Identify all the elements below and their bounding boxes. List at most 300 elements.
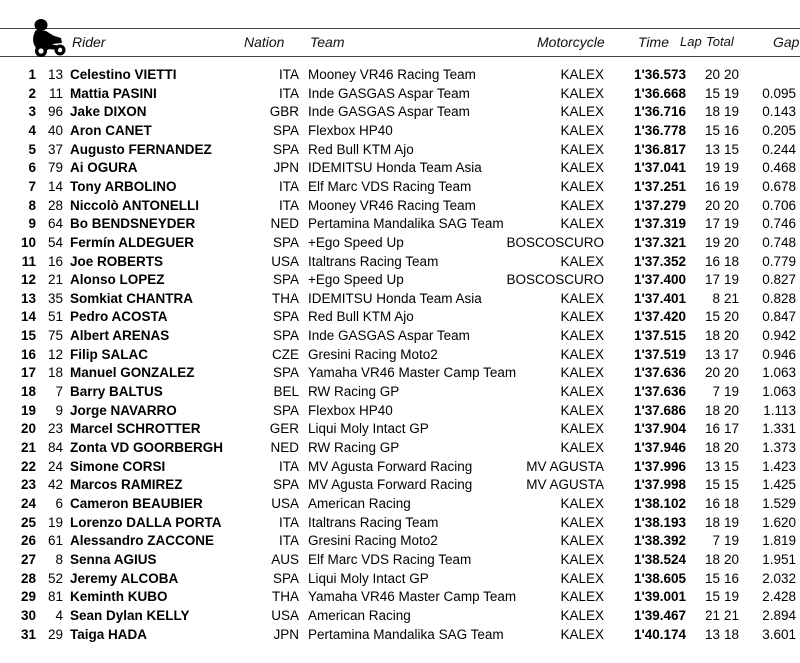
rider-name: Somkiat CHANTRA [70,290,194,306]
table-row [0,364,800,383]
table-row [0,402,800,421]
header-rider: Rider [72,34,106,50]
team-name: Inde GASGAS Aspar Team [308,328,470,344]
motorcycle: KALEX [560,440,604,455]
table-row [0,178,800,197]
rider-number: 29 [47,626,63,642]
team-name: Elf Marc VDS Racing Team [308,178,472,194]
table-row [0,141,800,160]
nation: CZE [272,346,299,362]
best-lap: 18 [704,104,720,120]
motorcycle: KALEX [560,328,604,344]
position: 7 [28,178,36,194]
position: 29 [20,589,36,605]
total-laps: 19 [723,589,739,605]
nation: SPA [272,570,299,586]
motorcycle: KALEX [560,514,604,530]
total-laps: 19 [723,272,739,288]
best-lap: 20 [704,67,720,82]
motorcycle: KALEX [560,570,604,586]
lap-time: 1'36.817 [633,141,686,157]
gap: 0.779 [762,253,796,269]
team-name: Gresini Racing Moto2 [308,533,438,549]
best-lap: 13 [704,346,720,362]
team-name: MV Agusta Forward Racing [308,477,473,493]
nation: ITA [279,533,299,549]
team-name: Pertamina Mandalika SAG Team [308,626,504,642]
team-name: Red Bull KTM Ajo [308,141,414,157]
motorcycle: MV AGUSTA [526,477,604,493]
nation: SPA [272,328,299,344]
total-laps: 18 [723,253,739,269]
rider-name: Keminth KUBO [70,589,168,605]
rider-number: 84 [47,440,63,455]
lap-time: 1'37.352 [633,253,686,269]
gap: 0.143 [762,104,796,120]
best-lap: 7 [712,384,720,400]
lap-time: 1'39.001 [633,589,686,605]
total-laps: 20 [723,402,739,418]
total-laps: 17 [723,346,739,362]
lap-time: 1'37.519 [633,346,686,362]
table-row [0,495,800,514]
rider-name: Marcel SCHROTTER [70,421,201,437]
lap-time: 1'37.686 [633,402,686,418]
best-lap: 20 [704,365,720,381]
best-lap: 15 [704,122,720,138]
gap: 1.425 [762,477,796,493]
position: 8 [28,197,36,213]
lap-time: 1'39.467 [633,607,686,623]
rider-number: 14 [47,178,63,194]
gap: 0.828 [762,290,796,306]
team-name: +Ego Speed Up [308,272,404,288]
lap-time: 1'38.392 [633,533,686,549]
best-lap: 18 [704,514,720,530]
best-lap: 18 [704,328,720,344]
gap: 2.032 [762,570,796,586]
best-lap: 21 [704,607,720,623]
motorcycle: KALEX [560,104,604,120]
rider-number: 54 [47,234,63,250]
nation: SPA [272,122,299,138]
total-laps: 20 [723,234,739,250]
total-laps: 20 [723,551,739,567]
table-row [0,588,800,607]
rider-name: Jake DIXON [70,104,147,120]
team-name: Yamaha VR46 Master Camp Team [308,589,517,605]
rider-number: 51 [47,309,63,325]
rider-number: 28 [47,197,63,213]
position: 14 [20,309,36,325]
gap: 1.063 [762,384,796,400]
motorcycle: BOSCOSCURO [506,272,604,288]
total-laps: 20 [723,440,739,455]
nation: SPA [272,477,299,493]
total-laps: 20 [723,328,739,344]
header-total: Total [706,34,734,49]
table-row [0,122,800,141]
best-lap: 8 [712,290,720,306]
rider-name: Alessandro ZACCONE [70,533,215,549]
header-nation: Nation [244,34,285,50]
rider-number: 21 [47,272,63,288]
table-row [0,215,800,234]
motorcycle: KALEX [560,67,604,82]
best-lap: 13 [704,141,720,157]
nation: USA [271,607,299,623]
gap: 1.423 [762,458,796,474]
rider-number: 96 [47,104,63,120]
rider-number: 13 [47,67,63,82]
gap: 1.373 [762,440,796,455]
total-laps: 15 [723,458,739,474]
motorcycle: KALEX [560,421,604,437]
rider-name: Jorge NAVARRO [70,402,177,418]
best-lap: 16 [704,178,720,194]
best-lap: 17 [704,272,720,288]
gap: 0.847 [762,309,796,325]
total-laps: 15 [723,477,739,493]
table-row [0,234,800,253]
rider-name: Barry BALTUS [70,384,163,400]
team-name: Liqui Moly Intact GP [308,421,429,437]
rider-name: Aron CANET [70,122,152,138]
motorcycle: KALEX [560,122,604,138]
team-name: Gresini Racing Moto2 [308,346,438,362]
rider-name: Fermín ALDEGUER [70,234,195,250]
gap: 0.748 [762,234,796,250]
lap-time: 1'37.946 [633,440,686,455]
position: 30 [20,607,36,623]
motorcycle: KALEX [560,346,604,362]
gap: 0.746 [762,216,796,232]
nation: ITA [279,67,299,82]
team-name: IDEMITSU Honda Team Asia [308,290,482,306]
total-laps: 19 [723,178,739,194]
table-row [0,197,800,216]
table-row [0,103,800,122]
nation: AUS [271,551,299,567]
gap: 0.946 [762,346,796,362]
table-row [0,85,800,104]
rider-name: Sean Dylan KELLY [70,607,190,623]
best-lap: 16 [704,253,720,269]
motorcycle: BOSCOSCURO [506,234,604,250]
position: 23 [20,477,36,493]
team-name: Liqui Moly Intact GP [308,570,429,586]
total-laps: 16 [723,122,739,138]
gap: 0.678 [762,178,796,194]
total-laps: 20 [723,365,739,381]
gap: 0.706 [762,197,796,213]
gap: 1.113 [763,402,796,418]
position: 19 [20,402,36,418]
team-name: RW Racing GP [308,384,400,400]
table-row [0,476,800,495]
table-row [0,253,800,272]
position: 24 [20,495,36,511]
position: 11 [21,253,36,269]
table-row [0,159,800,178]
lap-time: 1'37.041 [633,160,686,176]
rider-number: 37 [47,141,63,157]
rider-name: Manuel GONZALEZ [70,365,195,381]
position: 2 [28,85,36,101]
best-lap: 17 [704,216,720,232]
gap: 0.827 [762,272,796,288]
nation: ITA [279,85,299,101]
best-lap: 15 [704,309,720,325]
rider-name: Ai OGURA [70,160,138,176]
position: 1 [28,67,36,82]
gap: 1.529 [762,495,796,511]
motorcycle: KALEX [560,495,604,511]
rider-name: Celestino VIETTI [70,67,177,82]
rider-name: Mattia PASINI [70,85,157,101]
rider-name: Taiga HADA [70,626,148,642]
rider-name: Marcos RAMIREZ [70,477,183,493]
team-name: RW Racing GP [308,440,400,455]
lap-time: 1'36.716 [633,104,686,120]
table-row [0,570,800,589]
lap-time: 1'37.251 [633,178,686,194]
team-name: American Racing [308,495,411,511]
lap-time: 1'37.319 [633,216,686,232]
rider-number: 40 [47,122,63,138]
total-laps: 19 [723,514,739,530]
total-laps: 19 [723,104,739,120]
rider-name: Augusto FERNANDEZ [70,141,212,157]
rider-number: 42 [47,477,63,493]
best-lap: 20 [704,197,720,213]
best-lap: 15 [704,85,720,101]
motorcycle: KALEX [560,551,604,567]
motorcycle: KALEX [560,197,604,213]
table-row [0,551,800,570]
rider-name: Bo BENDSNEYDER [70,216,196,232]
table-row [0,327,800,346]
table-row [0,626,800,645]
nation: ITA [279,197,299,213]
best-lap: 19 [704,234,720,250]
total-laps: 16 [723,570,739,586]
team-name: Inde GASGAS Aspar Team [308,85,470,101]
nation: THA [272,290,299,306]
nation: JPN [273,626,299,642]
motorcycle: KALEX [560,607,604,623]
motorcycle: KALEX [560,216,604,232]
header-gap: Gap [773,34,800,50]
total-laps: 19 [723,533,739,549]
motorcycle: KALEX [560,402,604,418]
header-bottom-rule [0,56,800,57]
gap: 0.095 [762,85,796,101]
table-row [0,383,800,402]
rider-name: Joe ROBERTS [70,253,164,269]
rider-name: Niccolò ANTONELLI [70,197,200,213]
rider-number: 23 [47,421,63,437]
total-laps: 21 [723,607,739,623]
rider-number: 81 [47,589,63,605]
nation: SPA [272,402,299,418]
rider-name: Cameron BEAUBIER [70,495,203,511]
table-row [0,66,800,85]
rider-number: 7 [55,384,63,400]
rider-name: Albert ARENAS [70,328,170,344]
lap-time: 1'37.321 [633,234,686,250]
best-lap: 16 [704,495,720,511]
rider-name: Zonta VD GOORBERGH [70,440,224,455]
lap-time: 1'37.904 [633,421,686,437]
best-lap: 16 [704,421,720,437]
rider-name: Jeremy ALCOBA [70,570,179,586]
position: 13 [20,290,36,306]
total-laps: 20 [723,67,739,82]
position: 18 [20,384,36,400]
rider-name: Tony ARBOLINO [70,178,177,194]
rider-number: 11 [48,85,63,101]
motorcycle: KALEX [560,141,604,157]
gap: 2.428 [762,589,796,605]
motorcycle-rider-icon [28,16,68,58]
position: 9 [28,216,36,232]
team-name: Mooney VR46 Racing Team [308,197,476,213]
team-name: Mooney VR46 Racing Team [308,67,476,82]
header-time: Time [638,34,669,50]
total-laps: 17 [723,421,739,437]
nation: SPA [272,272,299,288]
lap-time: 1'36.778 [633,122,686,138]
position: 21 [20,440,36,455]
team-name: Flexbox HP40 [308,402,393,418]
gap: 1.951 [762,551,796,567]
table-row [0,439,800,458]
table-row [0,607,800,626]
rider-number: 12 [47,346,63,362]
motorcycle: KALEX [560,178,604,194]
nation: GBR [269,104,299,120]
lap-time: 1'37.998 [633,477,686,493]
total-laps: 20 [723,197,739,213]
nation: SPA [272,365,299,381]
rider-number: 79 [47,160,63,176]
team-name: +Ego Speed Up [308,234,404,250]
rider-name: Pedro ACOSTA [70,309,168,325]
header-motorcycle: Motorcycle [537,34,605,50]
position: 6 [28,160,36,176]
results-header [0,0,800,64]
gap: 1.331 [762,421,796,437]
position: 3 [28,104,36,120]
rider-number: 9 [55,402,63,418]
rider-number: 4 [55,607,63,623]
position: 4 [28,122,36,138]
rider-number: 24 [47,458,63,474]
motorcycle: KALEX [560,290,604,306]
gap: 1.063 [762,365,796,381]
position: 27 [20,551,36,567]
team-name: American Racing [308,607,411,623]
total-laps: 20 [723,309,739,325]
rider-name: Filip SALAC [70,346,148,362]
total-laps: 19 [723,216,739,232]
lap-time: 1'37.636 [633,365,686,381]
position: 20 [20,421,36,437]
nation: BEL [273,384,299,400]
motorcycle: KALEX [560,85,604,101]
table-row [0,290,800,309]
motorcycle: KALEX [560,589,604,605]
best-lap: 7 [712,533,720,549]
rider-number: 6 [55,495,63,511]
position: 25 [20,514,36,530]
header-lap: Lap [680,34,702,49]
total-laps: 18 [723,626,739,642]
lap-time: 1'37.515 [633,328,686,344]
rider-number: 52 [47,570,63,586]
nation: SPA [272,141,299,157]
total-laps: 18 [723,495,739,511]
table-row [0,514,800,533]
motorcycle: KALEX [560,309,604,325]
table-row [0,458,800,477]
team-name: Red Bull KTM Ajo [308,309,414,325]
gap: 0.205 [762,122,796,138]
rider-number: 64 [47,216,63,232]
position: 28 [20,570,36,586]
rider-number: 16 [47,253,63,269]
position: 16 [20,346,36,362]
gap: 0.468 [762,160,796,176]
motorcycle: KALEX [560,384,604,400]
best-lap: 18 [704,551,720,567]
team-name: Pertamina Mandalika SAG Team [308,216,504,232]
lap-time: 1'40.174 [633,626,686,642]
rider-name: Senna AGIUS [70,551,157,567]
rider-number: 75 [47,328,63,344]
best-lap: 19 [704,160,720,176]
gap: 1.620 [762,514,796,530]
best-lap: 13 [704,458,720,474]
motorcycle: KALEX [560,626,604,642]
lap-time: 1'37.636 [633,384,686,400]
nation: ITA [279,514,299,530]
nation: NED [270,216,299,232]
table-row [0,532,800,551]
lap-time: 1'36.668 [633,85,686,101]
header-top-rule [0,28,800,29]
motorcycle: MV AGUSTA [526,458,604,474]
position: 31 [20,626,36,642]
nation: SPA [272,309,299,325]
rider-number: 61 [47,533,63,549]
position: 5 [28,141,36,157]
motorcycle: KALEX [560,533,604,549]
nation: USA [271,495,299,511]
position: 12 [20,272,36,288]
gap: 3.601 [762,626,796,642]
nation: USA [271,253,299,269]
table-row [0,346,800,365]
table-row [0,308,800,327]
total-laps: 19 [723,384,739,400]
team-name: IDEMITSU Honda Team Asia [308,160,482,176]
lap-time: 1'37.279 [633,197,686,213]
best-lap: 15 [704,570,720,586]
header-team: Team [310,34,345,50]
position: 15 [20,328,36,344]
